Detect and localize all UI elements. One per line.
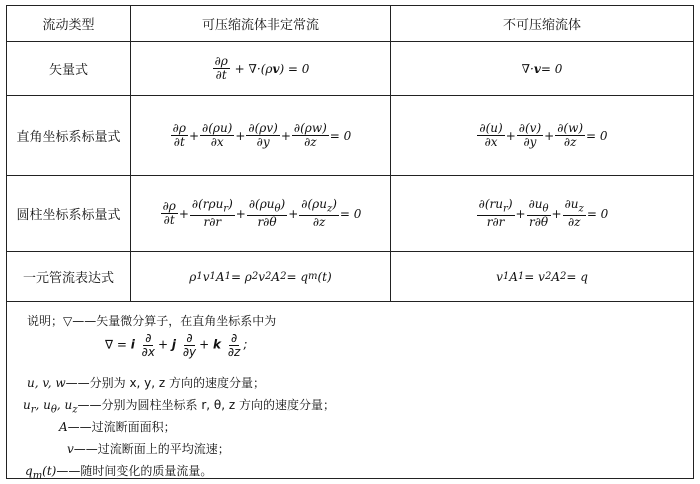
eq-cartesian-incompressible: $\frac{\partial(u)}{\partial x}$ + $\frac{\partial(v)}{\partial y}$ + $\frac{\partial(w)}{\partial z}$ = 0 — [479, 121, 608, 149]
eq-vector-incompressible: ∇· v = 0 — [521, 61, 563, 76]
table-header-row — [7, 6, 693, 42]
header-incompressible: 不可压缩流体 — [502, 18, 581, 33]
row-label-vector: 矢量式 — [7, 42, 131, 95]
header-compressible: 可压缩流体非定常流 — [131, 6, 391, 41]
note-area: A——过流断面面积； — [59, 420, 176, 434]
note-cylindrical-velocity: $u_r$, $u_\theta$, $u_z——$分别为圆柱坐标系 r, θ, z 方向的速度分量； — [23, 398, 336, 416]
eq-cylindrical-compressible: $\frac{\partial\rho}{\partial t}$ + $\frac{\partial(r\rho u_r)}{r\partial r}$ + $\frac{\partial(\rho u_\theta)}{r\partial\theta}$ + $\frac{\partial(\rho u_z)}{\partial z}$ = 0 — [131, 176, 391, 251]
eq-vector-compressible: $\frac{\partial\rho}{\partial t}$ + ∇·(ρ v ) = 0 — [131, 42, 391, 95]
eq-pipe-compressible: ρ 1 v 1 A 1 = ρ 2 v 2 A 2 = q m (t) — [131, 252, 391, 301]
table-row — [7, 96, 693, 176]
header-flow-type: 流动类型 — [7, 6, 131, 41]
table-row — [7, 252, 693, 302]
row-label-cartesian: 直角坐标系标量式 — [7, 96, 131, 175]
flow-continuity-table — [6, 5, 694, 482]
row-label-pipe: 一元管流表达式 — [7, 252, 131, 301]
nabla-definition: ∇ = i $\frac{\partial}{\partial x}$ + j $\frac{\partial}{\partial y}$ + k $\frac{\partial}{\partial z}$ ; — [105, 331, 248, 359]
notes-intro: 说明；▽——矢量微分算子，在直角坐标系中为 — [27, 314, 277, 328]
eq-cartesian-compressible: $\frac{\partial\rho}{\partial t}$ + $\frac{\partial(\rho u)}{\partial x}$ + $\frac{\partial(\rho v)}{\partial y}$ + $\frac{\partial(\rho w)}{\partial z}$ = 0 — [131, 96, 391, 175]
note-uvw: u, v, w——分别为 x, y, z 方向的速度分量； — [27, 376, 266, 390]
eq-pipe-incompressible: v 1 A 1 = v 2 A 2 = q — [496, 269, 588, 284]
table-row — [7, 42, 693, 96]
note-velocity: v——过流断面上的平均流速； — [67, 442, 230, 456]
eq-cylindrical-incompressible: $\frac{\partial(ru_r)}{r\partial r}$ + $\frac{\partial u_\theta}{r\partial\theta}$ + $\frac{\partial u_z}{\partial z}$ = 0 — [478, 197, 609, 230]
table-row — [7, 176, 693, 252]
note-mass-flow: $q_m(t)——$随时间变化的质量流量。 — [25, 464, 213, 482]
notes-section — [7, 302, 693, 482]
row-label-cylindrical: 圆柱坐标系标量式 — [7, 176, 131, 251]
